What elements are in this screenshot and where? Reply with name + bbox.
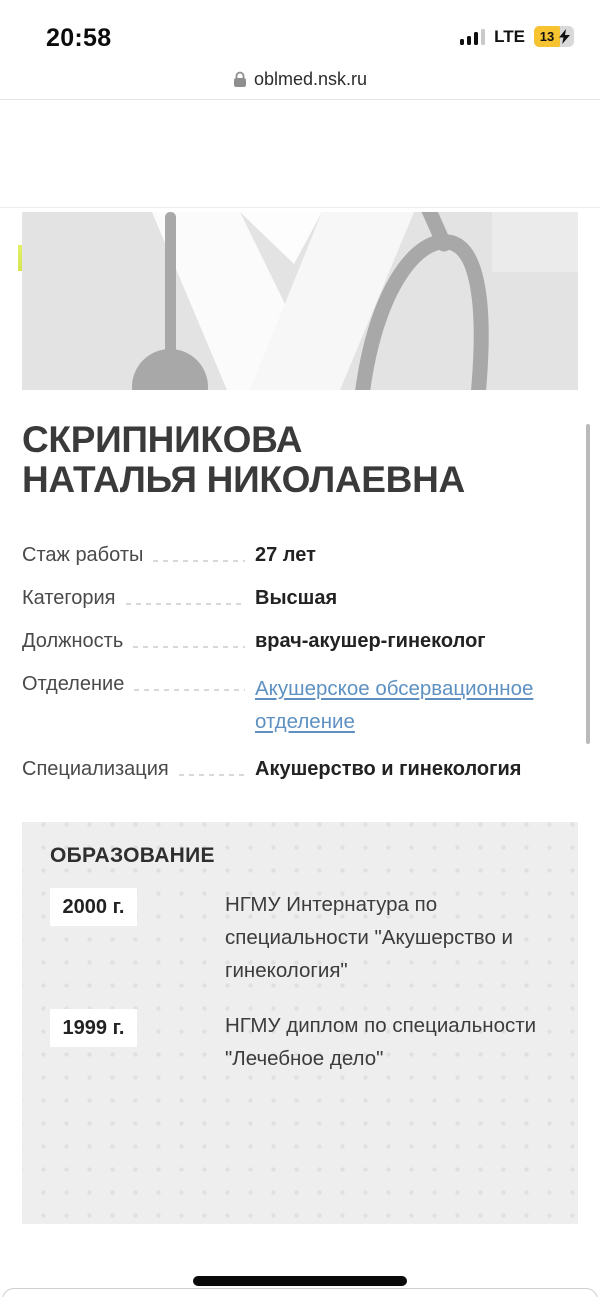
page-title-doctor-name bbox=[22, 420, 562, 500]
detail-label: Отделение bbox=[22, 673, 125, 695]
detail-value: врач-акушер-гинеколог bbox=[255, 630, 486, 652]
department-link[interactable]: Акушерское обсервационное отделение bbox=[255, 677, 534, 733]
education-item bbox=[50, 888, 578, 987]
bottom-toolbar-edge bbox=[2, 1288, 598, 1297]
education-description: НГМУ Интернатура по специальности "Акушерство и гинекология" bbox=[225, 893, 513, 982]
charging-bolt-icon bbox=[559, 29, 570, 44]
detail-row-position bbox=[22, 629, 578, 653]
education-section bbox=[22, 822, 578, 1224]
battery-icon bbox=[534, 26, 574, 47]
status-icons bbox=[460, 26, 574, 47]
cellular-signal-icon bbox=[460, 29, 486, 45]
dotted-leader bbox=[126, 603, 246, 605]
education-title: ОБРАЗОВАНИЕ bbox=[50, 844, 215, 867]
home-indicator[interactable] bbox=[193, 1276, 407, 1286]
detail-row-category bbox=[22, 586, 578, 610]
url-domain: oblmed.nsk.ru bbox=[253, 69, 368, 89]
detail-value: Акушерство и гинекология bbox=[255, 758, 522, 780]
doctor-given-names: НАТАЛЬЯ НИКОЛАЕВНА bbox=[22, 459, 465, 500]
dotted-leader bbox=[153, 560, 245, 562]
status-bar bbox=[0, 0, 600, 60]
detail-row-experience bbox=[22, 543, 578, 567]
detail-row-department bbox=[22, 672, 578, 738]
battery-percent-label: 13 bbox=[539, 29, 555, 44]
stethoscope-tube-left bbox=[165, 212, 176, 354]
doctor-surname: СКРИПНИКОВА bbox=[22, 419, 303, 460]
dotted-leader bbox=[133, 646, 245, 648]
education-description: НГМУ диплом по специальности "Лечебное дело" bbox=[225, 1014, 537, 1070]
scrollbar-thumb[interactable] bbox=[586, 424, 590, 744]
education-year-badge: 1999 г. bbox=[50, 1009, 137, 1047]
detail-row-specialization bbox=[22, 757, 578, 781]
detail-value: 27 лет bbox=[255, 544, 316, 566]
education-year-badge: 2000 г. bbox=[50, 888, 137, 926]
battery-level-fill bbox=[534, 26, 560, 47]
detail-label: Стаж работы bbox=[22, 544, 144, 566]
detail-value: Высшая bbox=[255, 587, 338, 609]
education-item bbox=[50, 1009, 578, 1075]
status-time: 20:58 bbox=[46, 24, 112, 52]
doctor-photo-placeholder bbox=[22, 212, 578, 390]
network-type-label: LTE bbox=[494, 26, 525, 46]
detail-label: Должность bbox=[22, 630, 124, 652]
lock-icon bbox=[233, 71, 247, 88]
dotted-leader bbox=[134, 689, 245, 691]
dotted-leader bbox=[179, 774, 245, 776]
site-header bbox=[0, 100, 600, 208]
detail-label: Категория bbox=[22, 587, 116, 609]
doctor-details-list bbox=[22, 543, 578, 800]
detail-label: Специализация bbox=[22, 758, 169, 780]
browser-url-bar[interactable] bbox=[0, 60, 600, 100]
